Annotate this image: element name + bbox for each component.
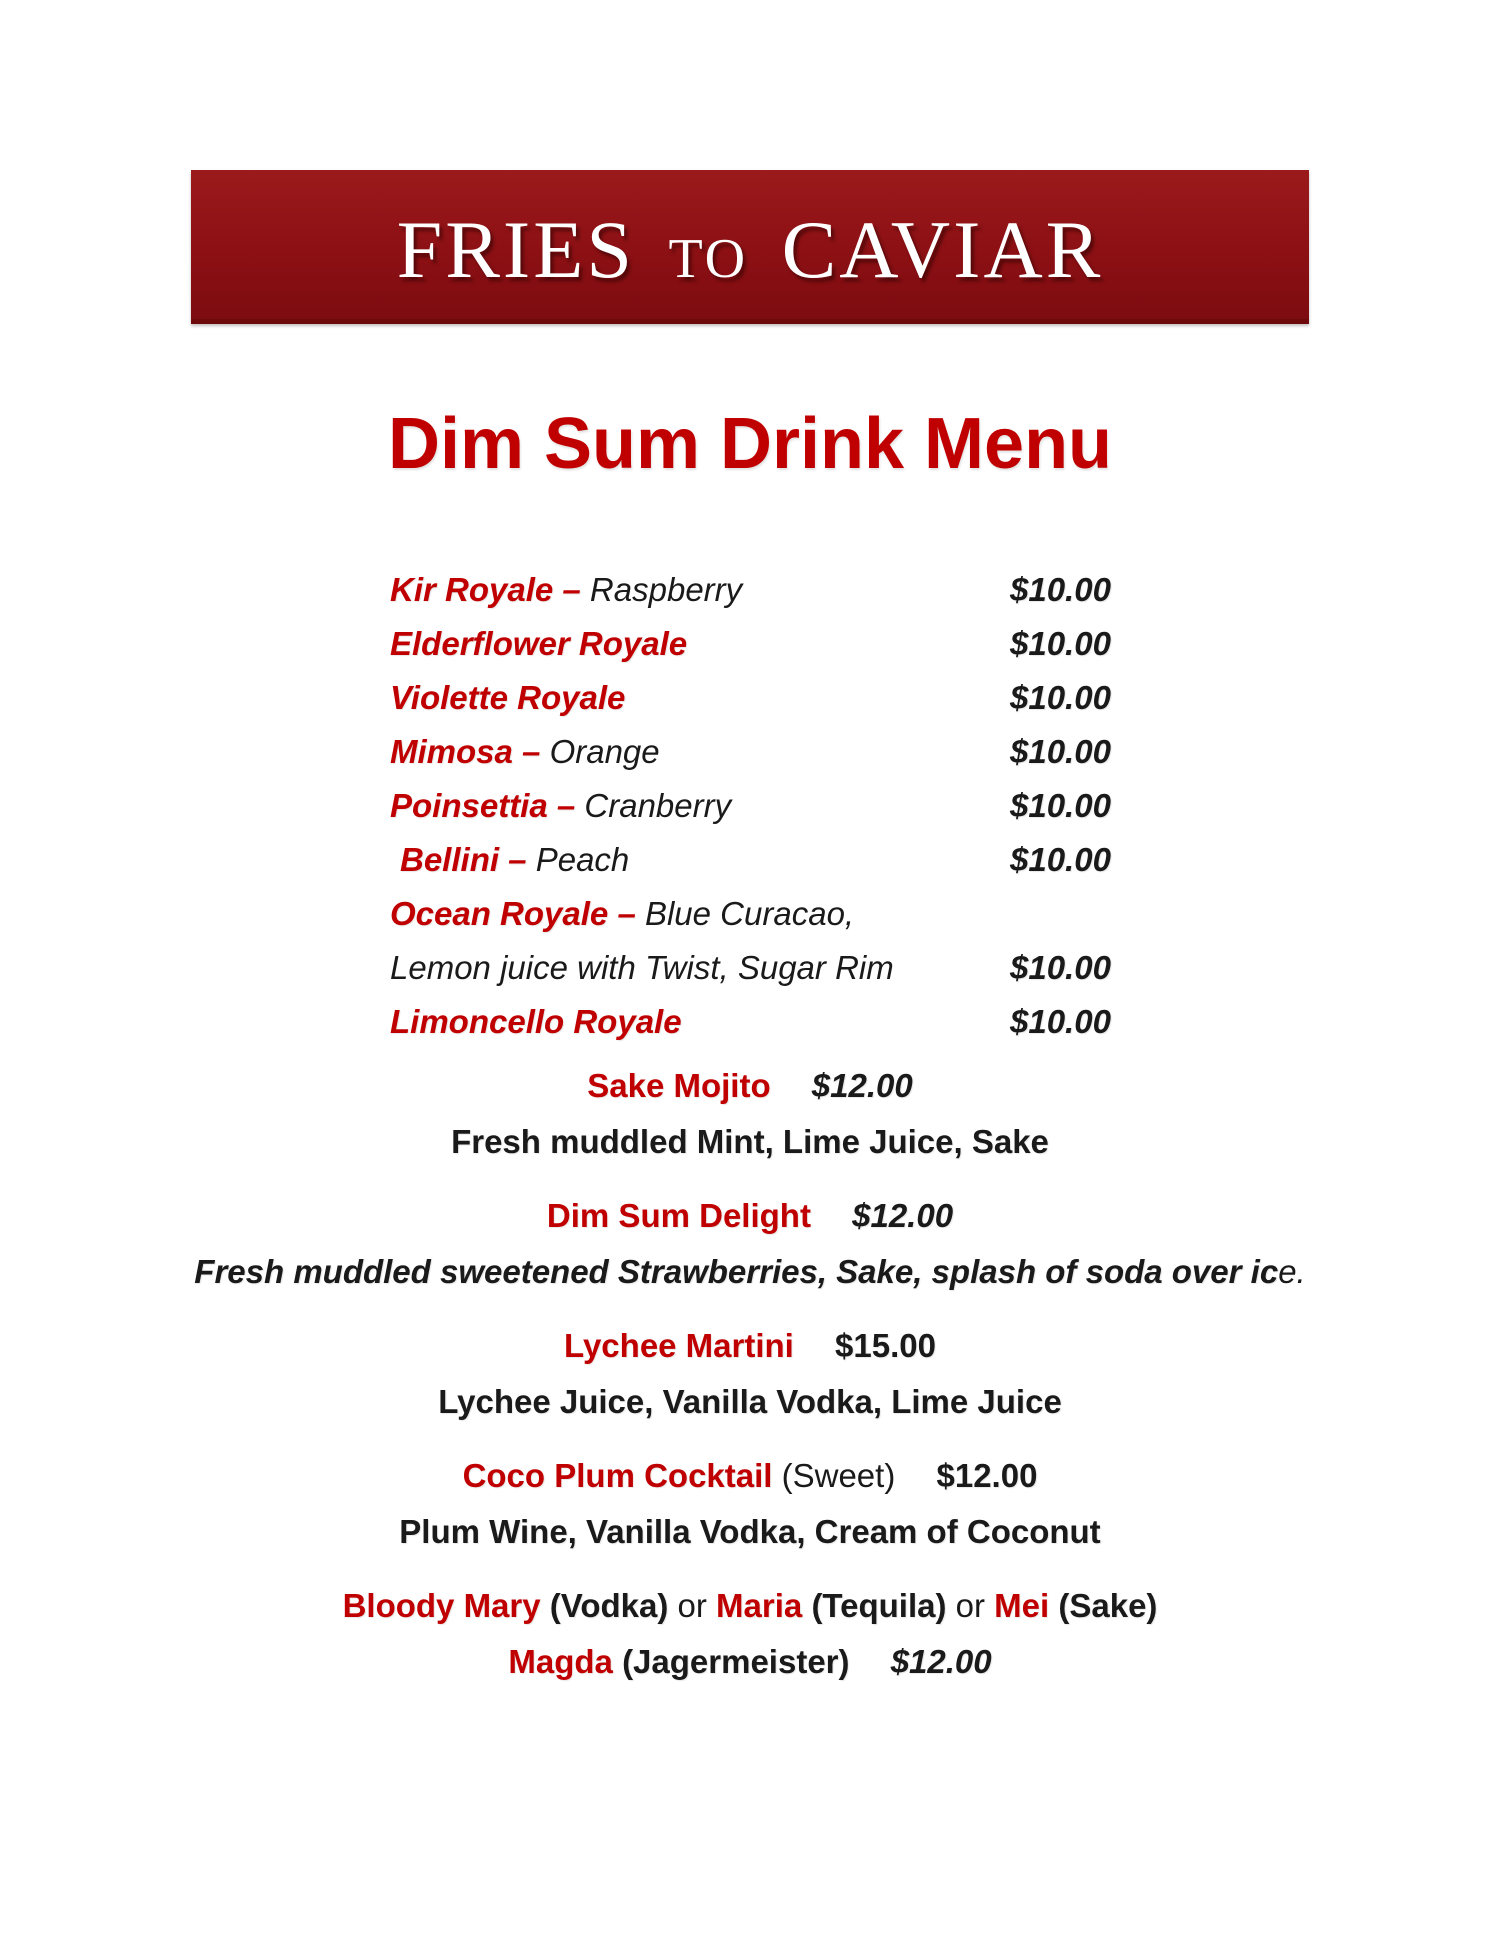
- banner-word-caviar: CAVIAR: [781, 203, 1104, 295]
- text-segment: Kir Royale –: [390, 571, 581, 608]
- text-segment: or: [955, 1587, 985, 1624]
- drink-row: [390, 941, 1290, 995]
- text-segment: Cranberry: [584, 787, 732, 824]
- drink-name: [390, 625, 687, 662]
- drink-row: [390, 995, 1290, 1049]
- drink-name: [390, 949, 894, 986]
- drink-row: [390, 563, 1290, 617]
- text-segment: $15.00: [835, 1327, 936, 1364]
- text-segment: Plum Wine, Vanilla Vodka, Cream of Coconut: [399, 1513, 1101, 1550]
- text-segment: Mei: [994, 1587, 1050, 1624]
- page-title: Dim Sum Drink Menu: [387, 404, 1113, 484]
- drink-price: $10.00: [1010, 733, 1111, 770]
- text-segment: (Vodka): [549, 1587, 669, 1624]
- drink-row: [390, 617, 1290, 671]
- text-segment: $12.00: [852, 1197, 954, 1234]
- drink-row: [390, 779, 1290, 833]
- text-segment: Violette Royale: [390, 679, 626, 716]
- text-segment: Bloody Mary: [342, 1587, 541, 1624]
- drink-row: [390, 833, 1290, 887]
- text-segment: Limoncello Royale: [390, 1003, 682, 1040]
- text-segment: (Sake): [1058, 1587, 1158, 1624]
- drink-row: [390, 887, 1290, 941]
- text-segment: Poinsettia –: [390, 787, 576, 824]
- text-segment: $12.00: [936, 1457, 1038, 1494]
- text-segment: $12.00: [890, 1643, 992, 1680]
- text-segment: (Sweet): [781, 1457, 896, 1494]
- text-segment: Lychee Juice, Vanilla Vodka, Lime Juice: [438, 1383, 1062, 1420]
- restaurant-banner: [191, 170, 1309, 324]
- drink-name: [400, 841, 629, 878]
- menu-section: [0, 1188, 1500, 1300]
- text-segment: Maria: [716, 1587, 803, 1624]
- text-segment: (Tequila): [811, 1587, 947, 1624]
- menu-line: [0, 1374, 1500, 1430]
- drink-name: [390, 895, 854, 932]
- menu-line: [0, 1058, 1500, 1114]
- menu-section: [0, 1448, 1500, 1560]
- drink-name: [390, 733, 660, 770]
- drink-row: [390, 671, 1290, 725]
- text-segment: Lemon juice with Twist, Sugar Rim: [390, 949, 894, 986]
- text-segment: Orange: [549, 733, 660, 770]
- restaurant-name: [397, 203, 1104, 297]
- drink-name: [390, 1003, 682, 1040]
- menu-line: [0, 1188, 1500, 1244]
- text-segment: Coco Plum Cocktail: [462, 1457, 773, 1494]
- menu-sections: [0, 1058, 1500, 1708]
- drink-price: $10.00: [1010, 679, 1111, 716]
- text-segment: Lychee Martini: [564, 1327, 794, 1364]
- menu-line: [0, 1578, 1500, 1634]
- menu-section: [0, 1058, 1500, 1170]
- menu-line: [0, 1504, 1500, 1560]
- menu-section: [0, 1578, 1500, 1690]
- drink-price: $10.00: [1010, 787, 1111, 824]
- text-segment: Sake Mojito: [587, 1067, 771, 1104]
- text-segment: Magda: [508, 1643, 613, 1680]
- menu-line: [0, 1244, 1500, 1300]
- text-segment: e.: [1278, 1253, 1306, 1290]
- text-segment: Bellini –: [400, 841, 527, 878]
- drink-list: [390, 563, 1290, 1049]
- text-segment: or: [677, 1587, 707, 1624]
- text-segment: Raspberry: [589, 571, 743, 608]
- text-segment: (Jagermeister): [622, 1643, 850, 1680]
- text-segment: $12.00: [811, 1067, 913, 1104]
- menu-line: [0, 1634, 1500, 1690]
- banner-word-fries: FRIES: [396, 203, 635, 295]
- banner-word-to: TO: [668, 227, 749, 290]
- drink-price: $10.00: [1010, 949, 1111, 986]
- text-segment: Fresh muddled sweetened Strawberries, Sake, splash of soda over ic: [194, 1253, 1279, 1290]
- text-segment: Peach: [535, 841, 630, 878]
- text-segment: Fresh muddled Mint, Lime Juice, Sake: [451, 1123, 1049, 1160]
- menu-section: [0, 1318, 1500, 1430]
- drink-price: $10.00: [1010, 1003, 1111, 1040]
- drink-name: [390, 787, 731, 824]
- drink-row: [390, 725, 1290, 779]
- text-segment: Ocean Royale –: [390, 895, 636, 932]
- text-segment: Blue Curacao,: [644, 895, 855, 932]
- text-segment: Elderflower Royale: [390, 625, 688, 662]
- text-segment: Dim Sum Delight: [546, 1197, 811, 1234]
- text-segment: Mimosa –: [390, 733, 541, 770]
- drink-name: [390, 679, 625, 716]
- drink-price: $10.00: [1010, 571, 1111, 608]
- menu-line: [0, 1318, 1500, 1374]
- drink-price: $10.00: [1010, 841, 1111, 878]
- drink-name: [390, 571, 742, 608]
- menu-line: [0, 1114, 1500, 1170]
- drink-price: $10.00: [1010, 625, 1111, 662]
- menu-line: [0, 1448, 1500, 1504]
